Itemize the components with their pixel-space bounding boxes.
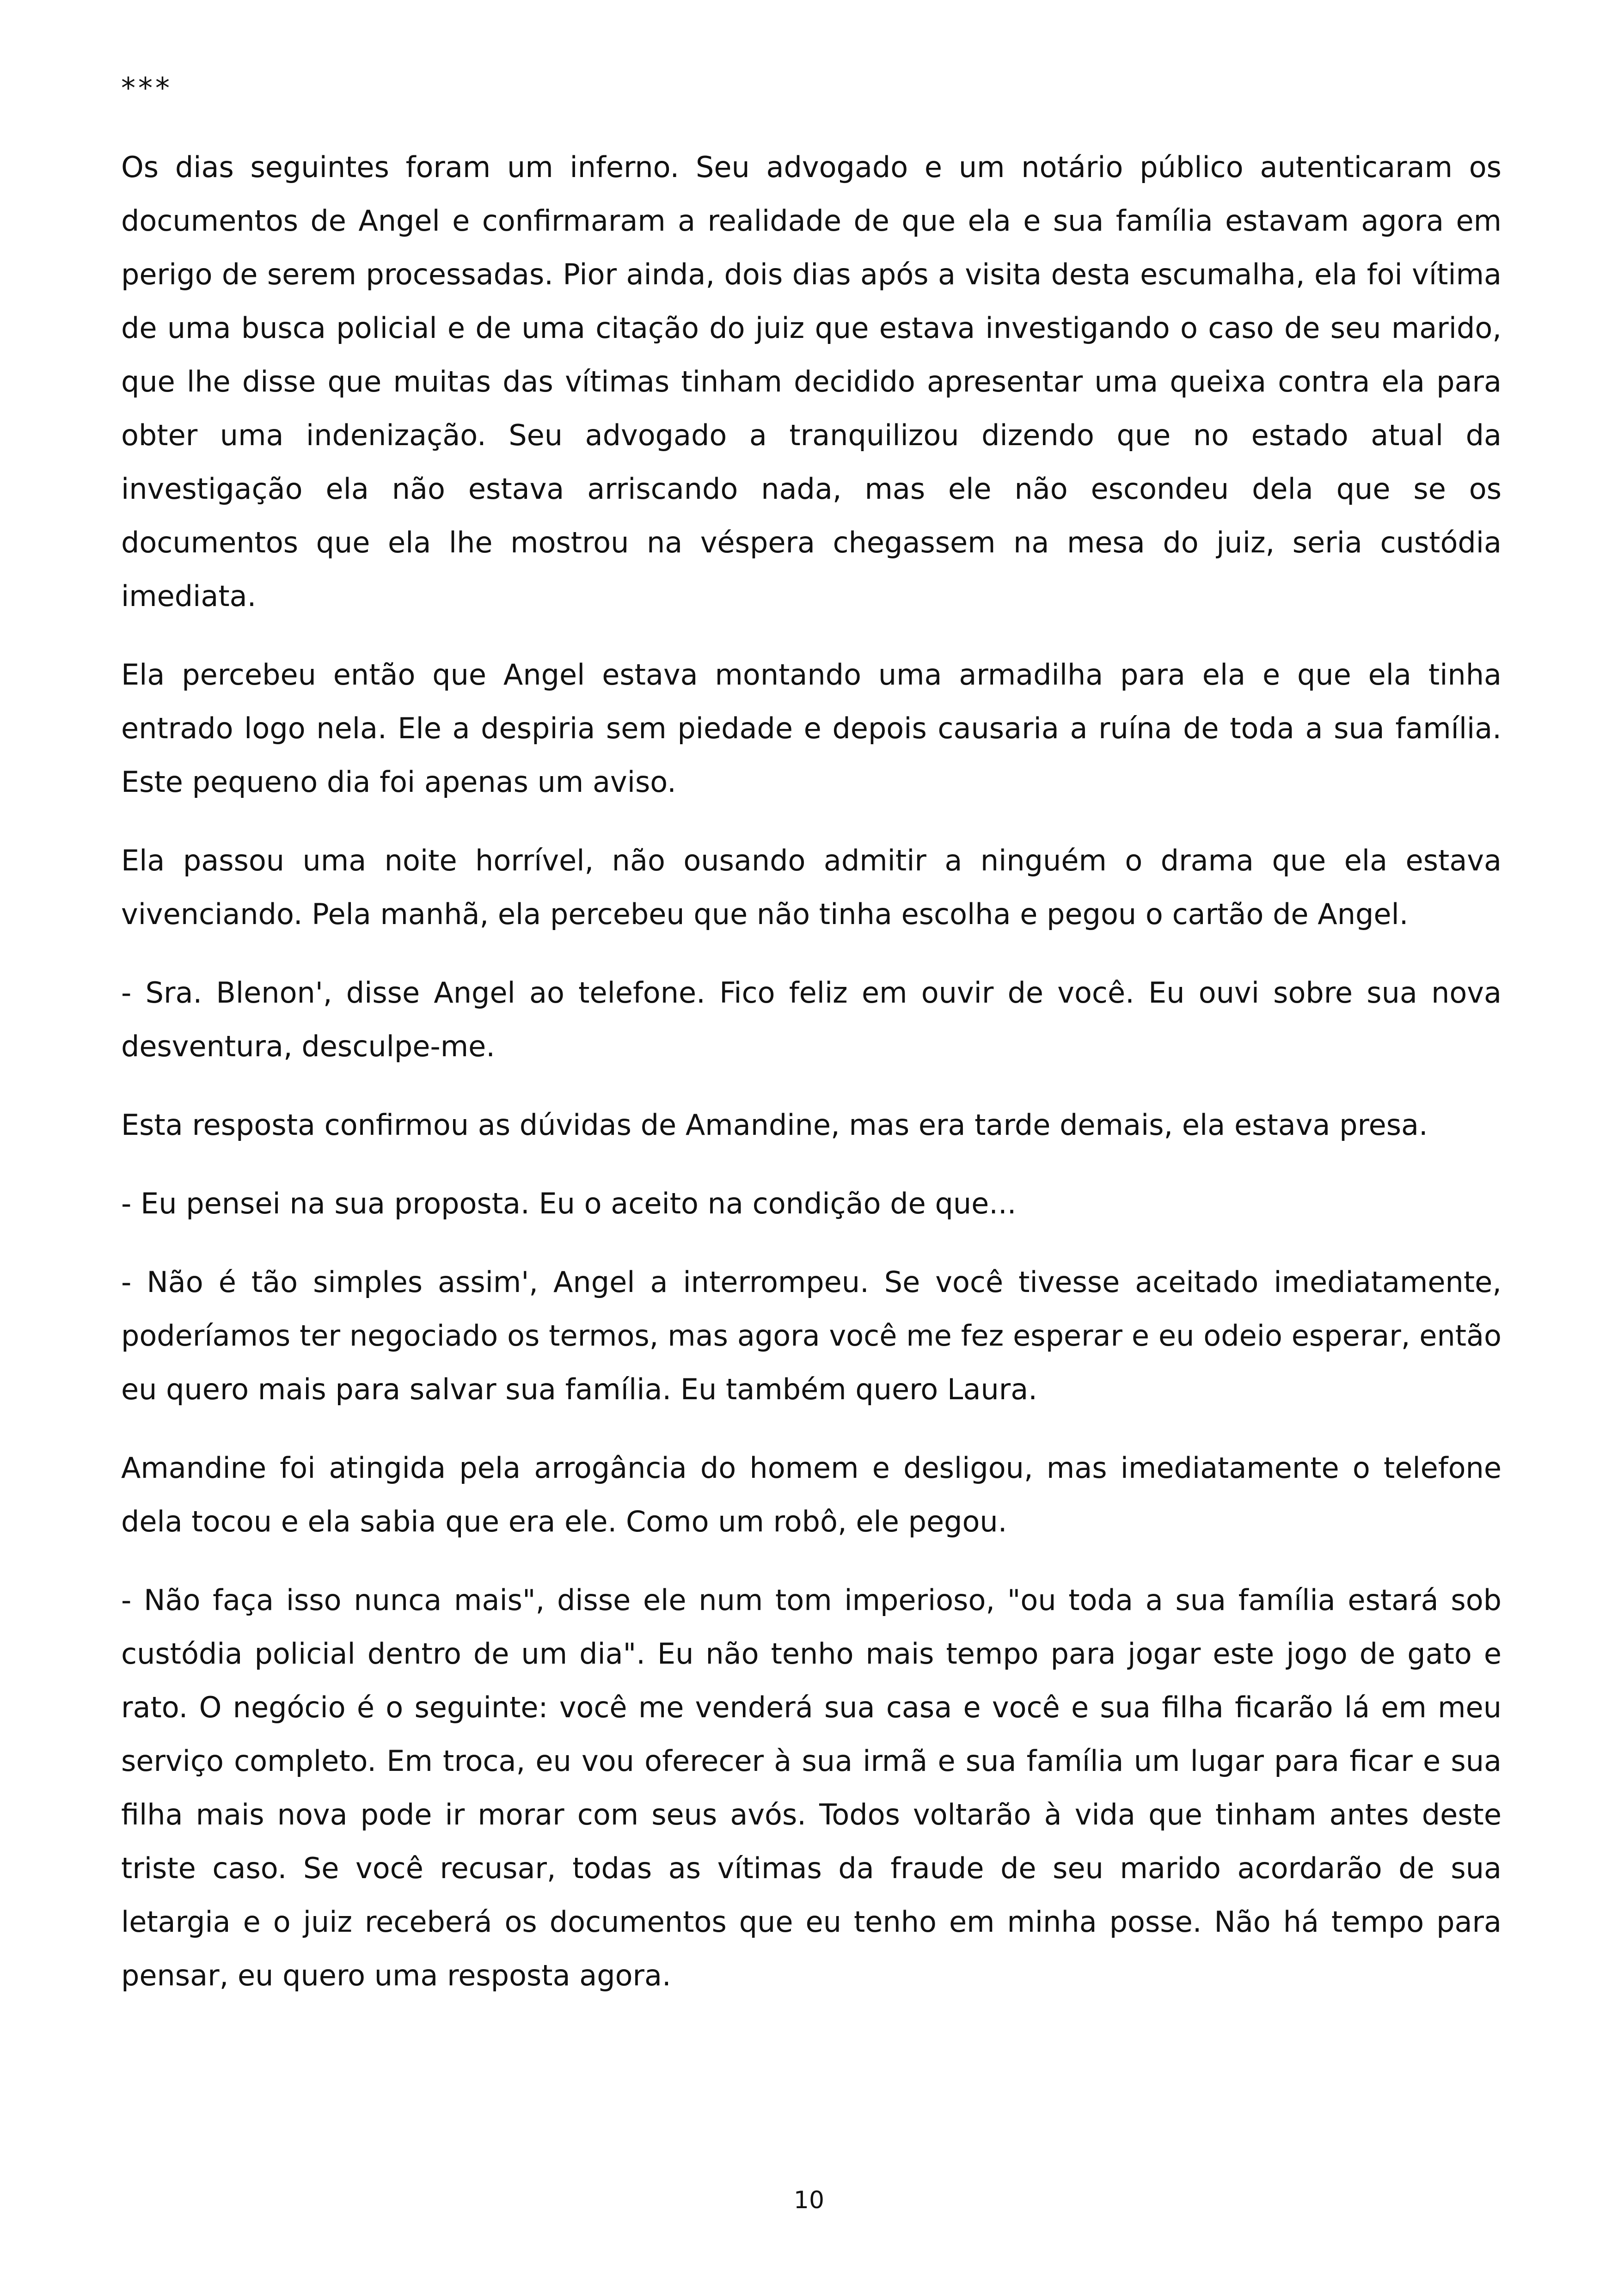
paragraph-7: - Não é tão simples assim', Angel a interrompeu. Se você tivesse aceitado imediatamente, poderíamos ter negociado os termos, mas agora você me fez esperar e eu odeio esperar, então eu quero mais para salvar sua família. Eu também quero Laura.: [121, 1265, 1502, 1406]
section-separator: ***: [121, 71, 172, 105]
paragraph-8: Amandine foi atingida pela arrogância do homem e desligou, mas imediatamente o telefone dela tocou e ela sabia que era ele. Como um robô, ele pegou.: [121, 1451, 1502, 1538]
paragraph-5: Esta resposta confirmou as dúvidas de Amandine, mas era tarde demais, ela estava presa.: [121, 1108, 1428, 1142]
paragraph-2: Ela percebeu então que Angel estava montando uma armadilha para ela e que ela tinha entrado logo nela. Ele a despiria sem piedade e depois causaria a ruína de toda a sua família. Este pequeno dia foi apenas um aviso.: [121, 658, 1502, 799]
paragraph-6: - Eu pensei na sua proposta. Eu o aceito na condição de que...: [121, 1187, 1017, 1220]
paragraph-9: - Não faça isso nunca mais", disse ele num tom imperioso, "ou toda a sua família estará sob custódia policial dentro de um dia". Eu não tenho mais tempo para jogar este jogo de gato e rato. O negócio é o seguinte: você me venderá sua casa e você e sua filha ficarão lá em meu serviço completo. Em troca, eu vou oferecer à sua irmã e sua família um lugar para ficar e sua filha mais nova pode ir morar com seus avós. Todos voltarão à vida que tinham antes deste triste caso. Se você recusar, todas as vítimas da fraude de seu marido acordarão de sua letargia e o juiz receberá os documentos que eu tenho em minha posse. Não há tempo para pensar, eu quero uma resposta agora.: [121, 1583, 1502, 1992]
page-body: [121, 71, 1502, 2027]
page-number: 10: [793, 2186, 825, 2214]
paragraph-4: - Sra. Blenon', disse Angel ao telefone. Fico feliz em ouvir de você. Eu ouvi sobre sua nova desventura, desculpe-me.: [121, 976, 1502, 1063]
paragraph-1: Os dias seguintes foram um inferno. Seu advogado e um notário público autenticaram os documentos de Angel e confirmaram a realidade de que ela e sua família estavam agora em perigo de serem processadas. Pior ainda, dois dias após a visita desta escumalha, ela foi vítima de uma busca policial e de uma citação do juiz que estava investigando o caso de seu marido, que lhe disse que muitas das vítimas tinham decidido apresentar uma queixa contra ela para obter uma indenização. Seu advogado a tranquilizou dizendo que no estado atual da investigação ela não estava arriscando nada, mas ele não escondeu dela que se os documentos que ela lhe mostrou na véspera chegassem na mesa do juiz, seria custódia imediata.: [121, 150, 1502, 613]
paragraph-3: Ela passou uma noite horrível, não ousando admitir a ninguém o drama que ela estava vivenciando. Pela manhã, ela percebeu que não tinha escolha e pegou o cartão de Angel.: [121, 844, 1502, 931]
